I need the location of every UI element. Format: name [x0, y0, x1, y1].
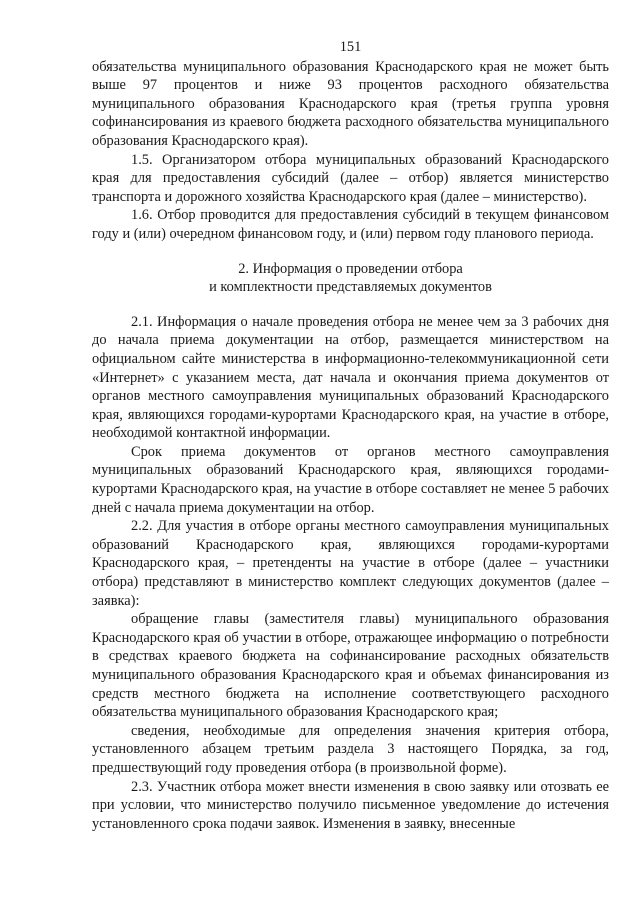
paragraph-submission-term: Срок приема документов от органов местного самоуправления муниципальных образований Краснодарского края, являющихся городами-курортами Краснодарского края, на участие в отборе составляет не менее 5 рабочих дней с начала приема документации на отбор. [92, 443, 609, 516]
paragraph-2-1: 2.1. Информация о начале проведения отбора не менее чем за 3 рабочих дня до начала приема документации на отбор, размещается министерством на официальном сайте министерства в информационно-телекоммуникационной сети «Интернет» с указанием места, дат начала и окончания приема документов от органов местного самоуправления муниципальных образований Краснодарского края, являющихся городами-курортами Краснодарского края, на участие в отборе, необходимой контактной информации. [92, 313, 609, 442]
paragraph-appeal: обращение главы (заместителя главы) муниципального образования Краснодарского края об участии в отборе, отражающее информацию о потребности в средствах краевого бюджета на софинансирование расходных обязательств муниципального образования Краснодарского края и объемах финансирования из средств местного бюджета на исполнение соответствующего расходного обязательства муниципального образования Краснодарского края; [92, 611, 609, 721]
paragraph-1-6: 1.6. Отбор проводится для предоставления субсидий в текущем финансовом году и (или) очередном финансовом году, и (или) первом году планового периода. [92, 207, 609, 242]
continued-paragraph: обязательства муниципального образования Краснодарского края не может быть выше 97 процентов и ниже 93 процентов расходного обязательства муниципального образования Краснодарского края (третья группа уровня софинансирования из краевого бюджета расходного обязательства муниципального образования Краснодарского края). [92, 58, 609, 149]
paragraph-1-5: 1.5. Организатором отбора муниципальных образований Краснодарского края для предоставления субсидий (далее – отбор) является министерство транспорта и дорожного хозяйства Краснодарского края (далее – министерство). [92, 151, 609, 205]
paragraph-information: сведения, необходимые для определения значения критерия отбора, установленного абзацем третьим раздела 3 настоящего Порядка, за год, предшествующий году проведения отбора (в произвольной форме). [92, 722, 609, 776]
paragraph-2-2: 2.2. Для участия в отборе органы местного самоуправления муниципальных образований Краснодарского края, являющихся городами-курортами Краснодарского края, – претенденты на участие в отборе (далее – участники отбора) представляют в министерство комплект следующих документов (далее – заявка): [92, 518, 609, 609]
paragraph-2-3: 2.3. Участник отбора может внести изменения в свою заявку или отозвать ее при условии, что министерство получило письменное уведомление до истечения установленного срока подачи заявок. Изменения в заявку, внесенные [92, 778, 609, 832]
document-page [92, 38, 609, 833]
page-number: 151 [339, 39, 362, 55]
section-heading-line-1: 2. Информация о проведении отбора [238, 260, 463, 277]
section-heading-line-2: и комплектности представляемых документов [209, 279, 492, 296]
section-heading [92, 260, 609, 297]
